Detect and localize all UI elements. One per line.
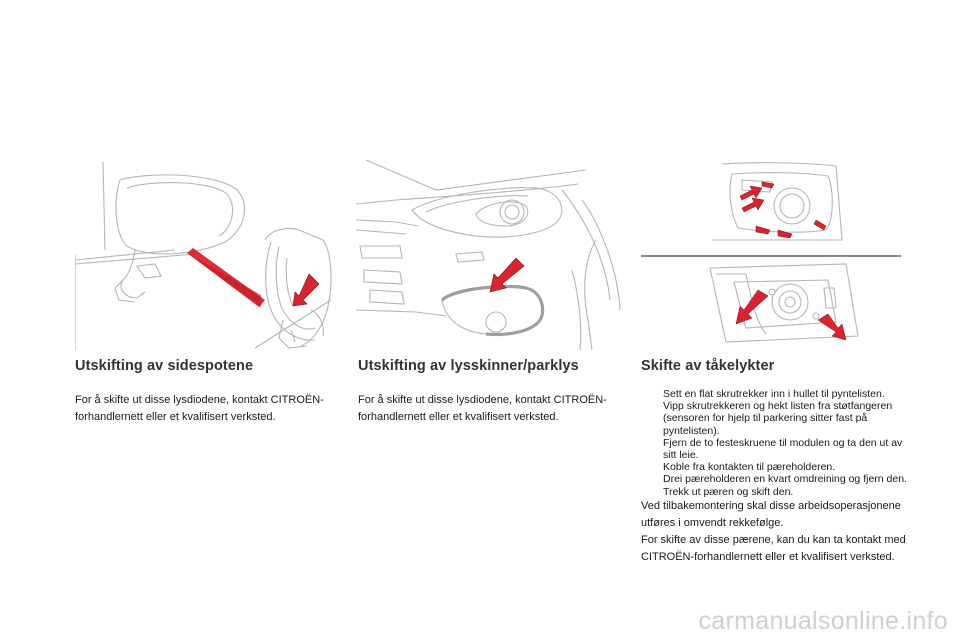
section-side-lamps [75,358,325,426]
note-text: Ved tilbakemontering skal disse arbeidsoperasjonene utføres i omvendt rekkefølge. [641,499,901,529]
mirror-illustration [75,160,337,350]
list-item: Koble fra kontakten til pæreholderen. [663,461,836,474]
list-item: Fjern de to festeskruene til modulen og ta den ut av sitt leie. [663,436,903,462]
section-light-strips [358,358,618,426]
section-title: Skifte av tåkelykter [641,358,775,374]
list-item: Drei pæreholderen en kvart omdreining og fjern den. [663,473,907,486]
foglamp-bezel-illustration [712,160,852,246]
section-fog-lamps [641,358,911,566]
section-title: Utskifting av lysskinner/parklys [358,358,579,374]
foglamp-module-illustration [706,262,864,348]
list-item: Vipp skrutrekkeren og hekt listen fra støtfangeren (sensoren for hjelp til parkering sitter fast på pyntelisten). [663,400,893,437]
illustration-divider [641,255,901,257]
section-title: Utskifting av sidespotene [75,358,254,374]
list-item: Trekk ut pæren og skift den. [663,485,794,498]
note-text: For skifte av disse pærene, kan du kan ta kontakt med CITROËN-forhandlernett eller et kvalifisert verksted. [641,533,906,563]
watermark: carmanualsonline.info [698,607,948,635]
bumper-illustration [356,160,622,350]
steps-list [641,388,911,498]
section-text: For å skifte ut disse lysdiodene, kontakt CITROËN-forhandlernett eller et kvalifisert verksted. [75,394,324,423]
list-item: Sett en flat skrutrekker inn i hullet til pyntelisten. [663,388,885,400]
section-text: For å skifte ut disse lysdiodene, kontakt CITROËN-forhandlernett eller et kvalifisert verksted. [358,394,607,423]
